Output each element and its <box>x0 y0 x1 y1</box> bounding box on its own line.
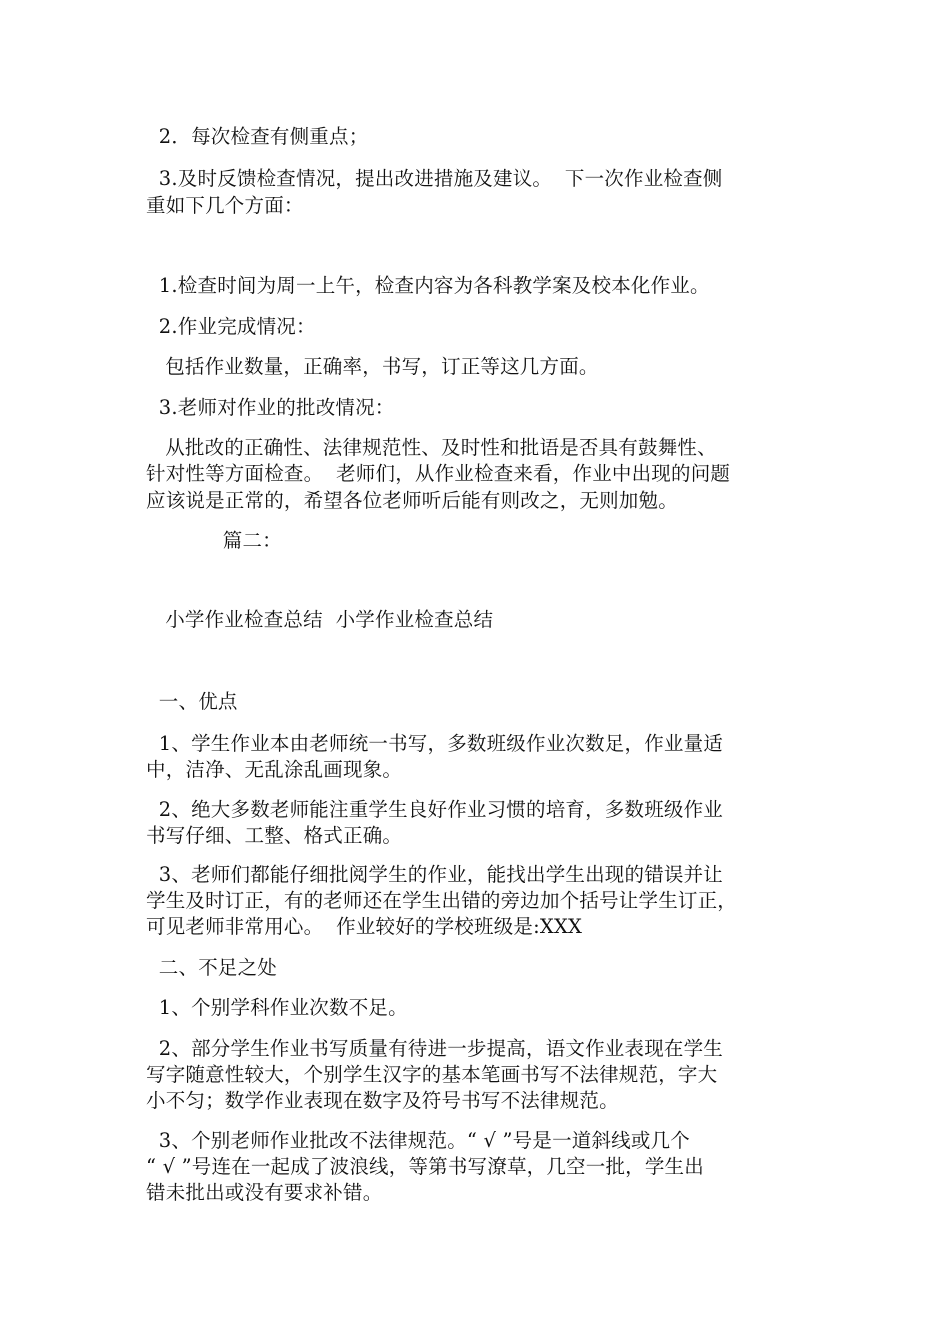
paragraph-line: 从批改的正确性、法律规范性、及时性和批语是否具有鼓舞性、 <box>146 436 717 459</box>
paragraph-line: 2．每次检查有侧重点； <box>146 125 369 148</box>
paragraph-line: 书写仔细、工整、格式正确。 <box>146 824 403 847</box>
paragraph-line: 中，洁净、无乱涂乱画现象。 <box>146 758 403 781</box>
paragraph-line: 写字随意性较大，个别学生汉字的基本笔画书写不法律规范，字大 <box>146 1063 718 1086</box>
paragraph-line: 包括作业数量，正确率，书写，订正等这几方面。 <box>146 355 599 378</box>
paragraph-line: 2、绝大多数老师能注重学生良好作业习惯的培育，多数班级作业 <box>146 798 724 821</box>
paragraph-line: 错未批出或没有要求补错。 <box>146 1181 383 1204</box>
paragraph-line: 3、老师们都能仔细批阅学生的作业，能找出学生出现的错误并让 <box>146 863 724 886</box>
section-heading: 篇二： <box>146 529 282 552</box>
paragraph-line: 2、部分学生作业书写质量有待进一步提高，语文作业表现在学生 <box>146 1037 724 1060</box>
paragraph-line: 3、个别老师作业批改不法律规范。“ √ ”号是一道斜线或几个 <box>146 1129 690 1152</box>
section-heading: 一、优点 <box>146 690 238 713</box>
paragraph-line: 1.检查时间为周一上午，检查内容为各科教学案及校本化作业。 <box>146 274 710 297</box>
paragraph-line: “ √ ”号连在一起成了波浪线，等第书写潦草，几空一批，学生出 <box>146 1155 704 1178</box>
paragraph-line: 3.老师对作业的批改情况： <box>146 396 395 419</box>
paragraph-line: 2.作业完成情况： <box>146 315 316 338</box>
paragraph-line: 3.及时反馈检查情况，提出改进措施及建议。 下一次作业检查侧 <box>146 167 723 190</box>
paragraph-line: 1、学生作业本由老师统一书写，多数班级作业次数足，作业量适 <box>146 732 724 755</box>
paragraph-line: 可见老师非常用心。 作业较好的学校班级是:XXX <box>146 915 583 938</box>
section-heading: 二、不足之处 <box>146 956 277 979</box>
document-title: 小学作业检查总结 小学作业检查总结 <box>146 608 494 631</box>
paragraph-line: 学生及时订正，有的老师还在学生出错的旁边加个括号让学生订正， <box>146 889 738 912</box>
paragraph-line: 应该说是正常的，希望各位老师听后能有则改之，无则加勉。 <box>146 489 678 512</box>
paragraph-line: 小不匀；数学作业表现在数字及符号书写不法律规范。 <box>146 1089 619 1112</box>
paragraph-line: 重如下几个方面： <box>146 194 304 217</box>
paragraph-line: 1、个别学科作业次数不足。 <box>146 996 408 1019</box>
paragraph-line: 针对性等方面检查。 老师们，从作业检查来看，作业中出现的问题 <box>146 462 731 485</box>
